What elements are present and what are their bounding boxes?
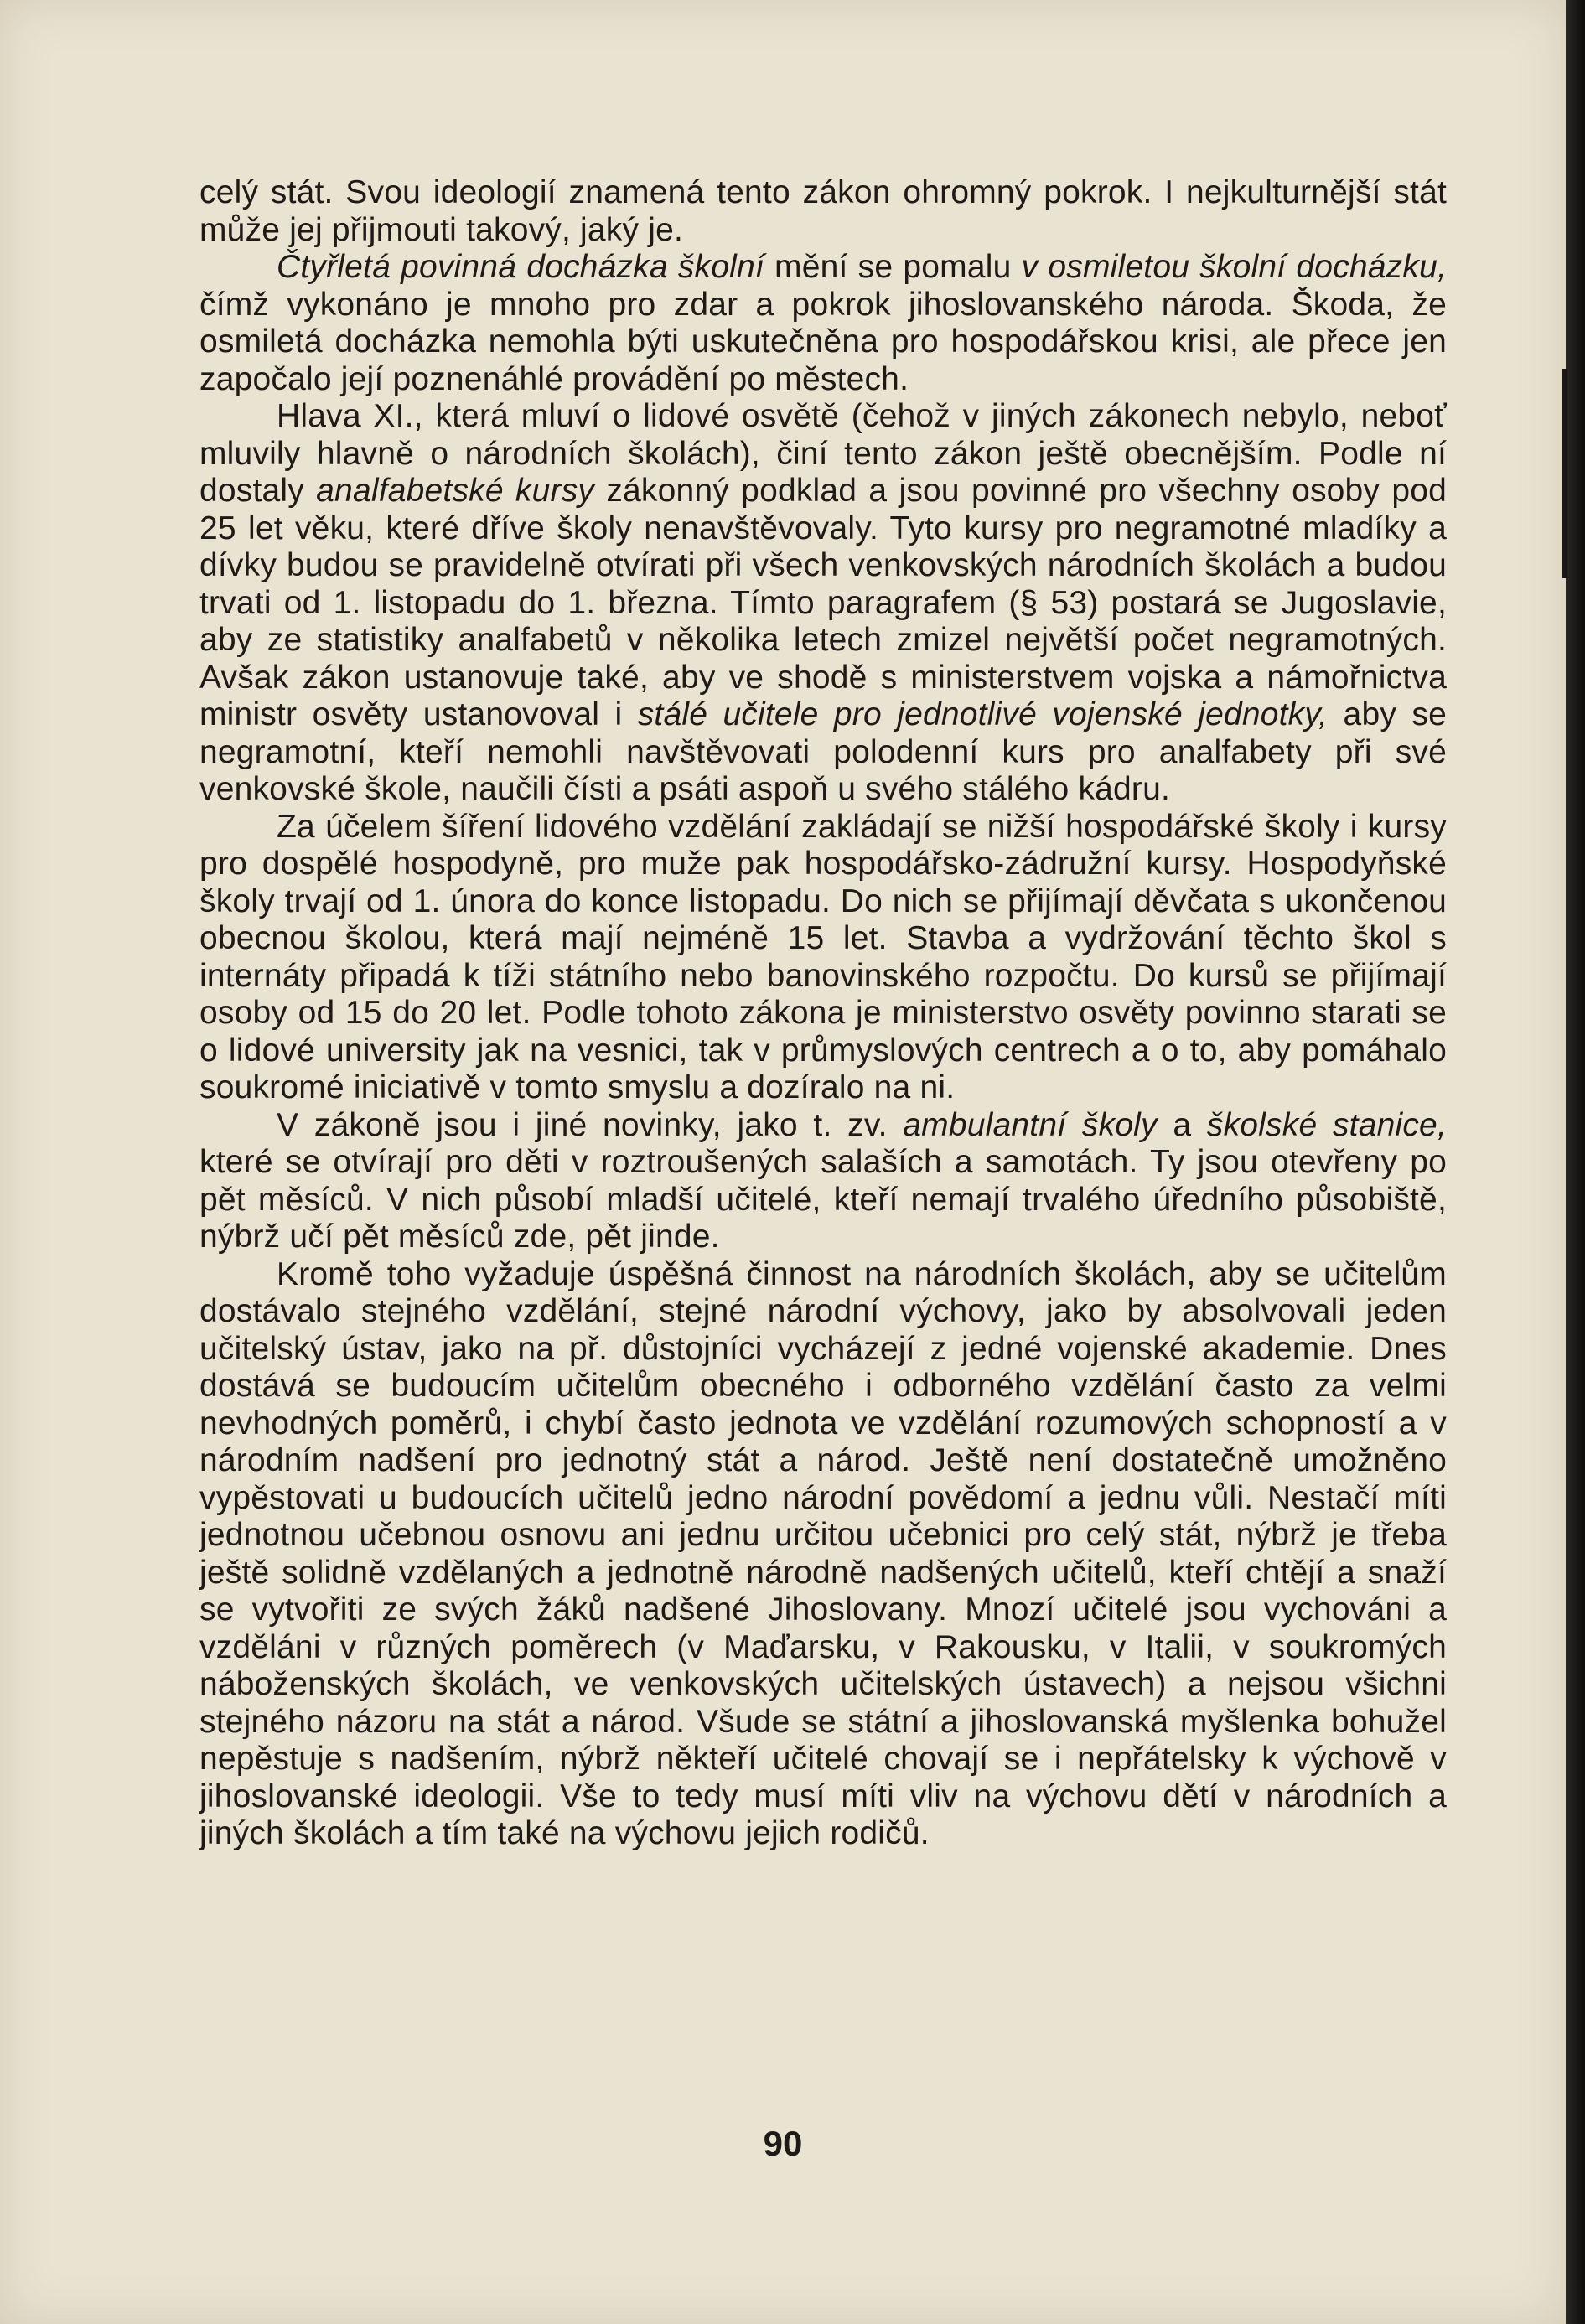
text-run: mění se pomalu (764, 249, 1022, 285)
text-run: zákonný podklad a jsou povinné pro všechny osoby pod 25 let věku, které dříve školy nenavštěvovaly. Tyto kursy pro negramotné mladíky a dívky budou se pravidelně otvírati při všech venkovských národních školách a budou trvati od 1. listopadu do 1. března. Tímto paragrafem (§ 53) postará se Jugoslavie, aby ze statistiky analfabetů v několika letech zmizel největší počet negramotných. Avšak zákon ustanovuje také, aby ve shodě s ministerstvem vojska a námořnictva ministr osvěty ustanovoval i (199, 473, 1448, 732)
italic-term: analfabetské kursy (316, 473, 595, 509)
book-edge (1566, 0, 1585, 2324)
spine-mark (1562, 369, 1567, 578)
paragraph-3 (199, 398, 1447, 809)
italic-term: ambulantní školy (903, 1106, 1158, 1143)
body-text (199, 174, 1447, 1853)
italic-term: Čtyřletá povinná docházka školní (277, 249, 764, 285)
text-run: Za účelem šíření lidového vzdělání zakládají se nižší hospodářské školy i kursy pro dospělé hospodyně, pro muže pak hospodářsko-zádružní kursy. Hospodyňské školy trvají od 1. února do konce listopadu. Do nich se přijímají děvčata s ukončenou obecnou školou, která mají nejméně 15 let. Stavba a vydržování těchto škol s internáty připadá k tíži státního nebo banovinského rozpočtu. Do kursů se přijímají osoby od 15 do 20 let. Podle tohoto zákona je ministerstvo osvěty povinno starati se o lidové university jak na vesnici, tak v průmyslových centrech a o to, aby pomáhalo soukromé iniciativě v tomto smyslu a dozíralo na ni. (199, 808, 1447, 1105)
text-run: celý stát. Svou ideologií znamená tento zákon ohromný pokrok. I nejkulturnější stát může jej přijmouti takový, jaký je. (199, 174, 1447, 248)
page-number: 90 (763, 2124, 803, 2163)
paragraph-2 (199, 249, 1447, 398)
text-run: aby se negramotní, kteří nemohli navštěvovati polodenní kurs pro analfabety při své venkovské škole, naučili čísti a psáti aspoň u svého stálého kádru. (199, 696, 1447, 807)
paragraph-5 (199, 1107, 1447, 1256)
paragraph-1 (199, 174, 1447, 249)
text-run: čímž vykonáno je mnoho pro zdar a pokrok jihoslovanského národa. Škoda, že osmiletá docházka nemohla býti uskutečněna pro hospodářskou krisi, ale přece jen započalo její poznenáhlé provádění po městech. (199, 286, 1447, 397)
text-run: Kromě toho vyžaduje úspěšná činnost na národních školách, aby se učitelům dostávalo stejného vzdělání, stejné národní výchovy, jako by absolvovali jeden učitelský ústav, jako na př. důstojníci vycházejí z jedné vojenské akademie. Dnes dostává se budoucím učitelům obecného i odborného vzdělání často za velmi nevhodných poměrů, i chybí často jednota ve vzdělání rozumových schopností a v národním nadšení pro jednotný stát a národ. Ještě není dostatečně umožněno vypěstovati u budoucích učitelů jedno národní povědomí a jednu vůli. Nestačí míti jednotnou učebnou osnovu ani jednu určitou učebnici pro celý stát, nýbrž je třeba ještě solidně vzdělaných a jednotně národně nadšených učitelů, kteří chtějí a snaží se vytvořiti ze svých žáků nadšené Jihoslovany. Mnozí učitelé jsou vychováni a vzděláni v různých poměrech (v Maďarsku, v Rakousku, v Italii, v soukromých náboženských školách, ve venkovských učitelských ústavech) a nejsou všichni stejného názoru na stát a národ. Všude se státní a jihoslovanská myšlenka bohužel nepěstuje s nadšením, nýbrž někteří učitelé chovají se i nepřátelsky k výchově v jihoslovanské ideologii. Vše to tedy musí míti vliv na výchovu dětí v národních a jiných školách a tím také na výchovu jejich rodičů. (199, 1255, 1447, 1851)
paragraph-6 (199, 1256, 1447, 1853)
text-run: a (1157, 1106, 1207, 1143)
italic-term: školské stanice, (1206, 1106, 1447, 1143)
paragraph-4 (199, 809, 1447, 1107)
italic-term: v osmiletou školní docházku, (1021, 249, 1447, 285)
text-run: V zákoně jsou i jiné novinky, jako t. zv. (277, 1106, 904, 1143)
text-run: Hlava XI., která mluví o lidové osvětě (čehož v jiných zákonech nebylo, neboť mluvily hlavně o národních školách), činí tento zákon ještě obecnějším. Podle ní dostaly (199, 398, 1447, 509)
text-run: které se otvírají pro děti v roztroušených salaších a samotách. Ty jsou otevřeny po pět měsíců. V nich působí mladší učitelé, kteří nemají trvalého úředního působiště, nýbrž učí pět měsíců zde, pět jinde. (199, 1144, 1447, 1255)
italic-term: stálé učitele pro jednotlivé vojenské jednotky, (637, 696, 1329, 732)
